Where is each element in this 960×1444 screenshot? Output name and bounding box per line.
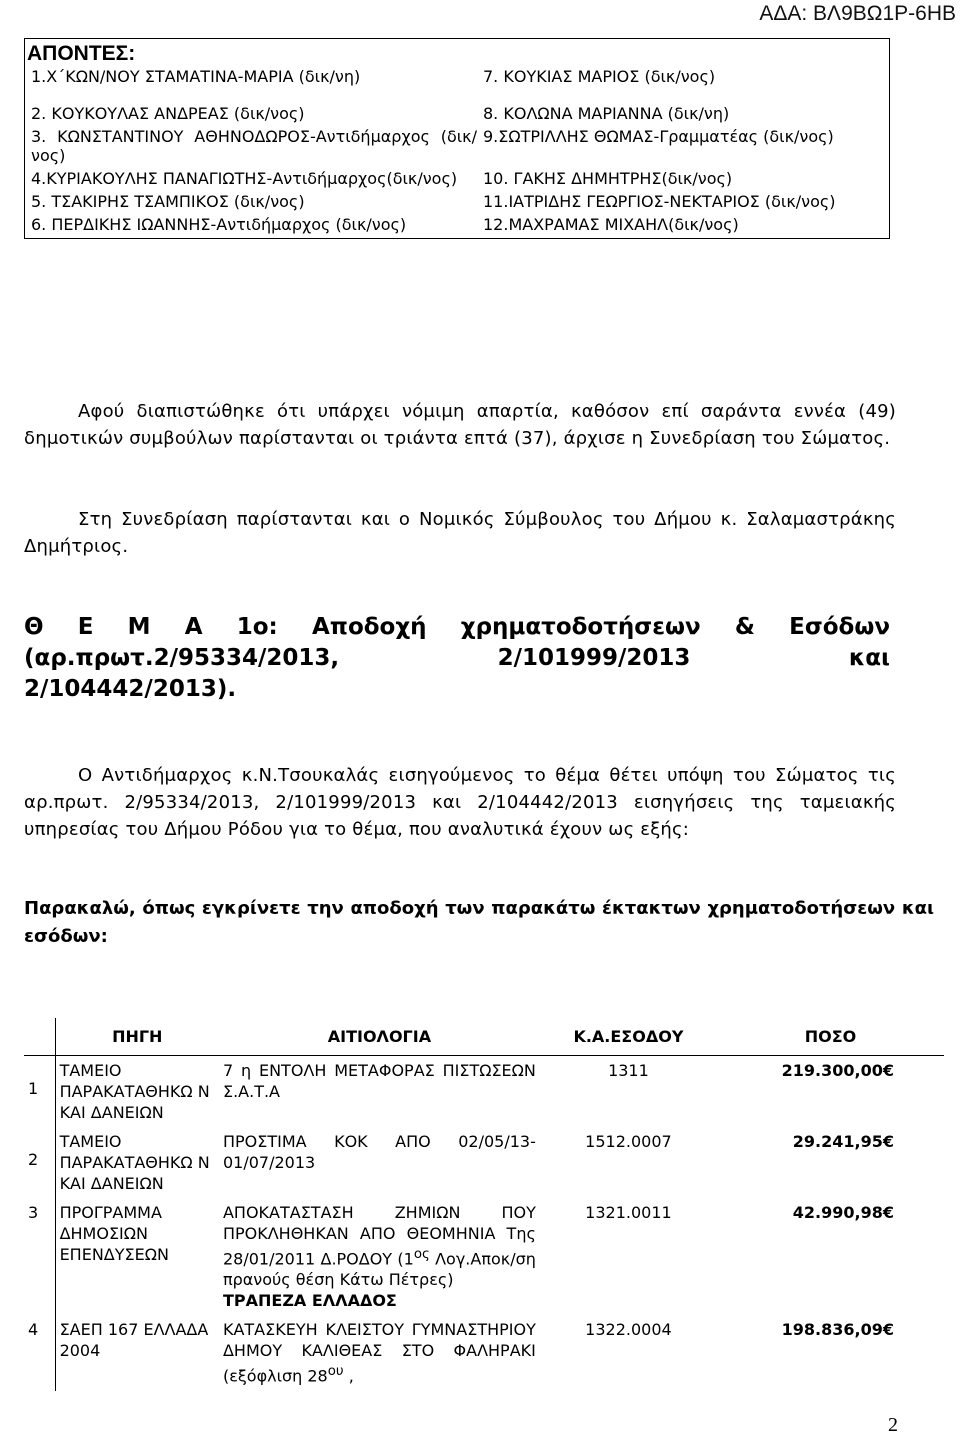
absent-member: 3. ΚΩΝΣΤΑΝΤΙΝΟΥ ΑΘΗΝΟΔΩΡΟΣ-Αντιδήμαρχος (δικ/νος) [31,127,477,165]
absent-member: 8. ΚΟΛΩΝΑ ΜΑΡΙΑΝΝΑ (δικ/νη) [483,104,730,123]
absent-members-box [24,38,890,239]
header-amount: ΠΟΣΟ [717,1018,944,1056]
ada-code: ΑΔΑ: ΒΛ9ΒΩ1Ρ-6ΗΒ [759,2,956,25]
intro-paragraph: Ο Αντιδήμαρχος κ.Ν.Τσουκαλάς εισηγούμενος το θέμα θέτει υπόψη του Σώματος τις αρ.πρωτ. 2/95334/2013, 2/101999/2013 και 2/104442/2013 εισηγήσεις της ταμειακής υπηρεσίας του Δήμου Ρόδου για το θέμα, που αναλυτικά έχουν ως εξής: [24,765,896,840]
table-row: 4 ΣΑΕΠ 167 ΕΛΛΑΔΑ 2004 ΚΑΤΑΣΚΕΥΗ ΚΛΕΙΣΤΟΥ ΓΥΜΝΑΣΤΗΡΙΟΥ ΔΗΜΟΥ ΚΑΛΙΘΕΑΣ ΣΤΟ ΦΑΛΗΡΑΚΙ (εξόφλιση $28^{o\upsilon}$ , 1322.0004 198.836,09€ [24,1315,944,1390]
euro-icon: € [882,1320,894,1340]
absent-member: 11.ΙΑΤΡΙΔΗΣ ΓΕΩΡΓΙΟΣ-ΝΕΚΤΑΡΙΟΣ (δικ/νος) [483,192,836,211]
table-row: 3 ΠΡΟΓΡΑΜΜΑ ΔΗΜΟΣΙΩΝ ΕΠΕΝΔΥΣΕΩΝ ΑΠΟΚΑΤΑΣΤΑΣΗ ΖΗΜΙΩΝ ΠΟΥ ΠΡΟΚΛΗΘΗΚΑΝ ΑΠΟ ΘΕΟΜΗΝΙΑ Της 28/01/2011 Δ.ΡΟΔΟΥ ($1^{o\varsigma}$ Λογ.Αποκ/ση πρανούς θέση Κάτω Πέτρες) ΤΡΑΠΕΖΑ ΕΛΛΑΔΟΣ 1321.0011 42.990,98€ [24,1198,944,1315]
theme-line-1: Θ Ε Μ Α 1ο: Αποδοχή χρηματοδοτήσεων & Εσόδων (αρ.πρωτ.2/95334/2013, 2/101999/2013 και [24,614,890,671]
absent-member: 2. ΚΟΥΚΟΥΛΑΣ ΑΝΔΡΕΑΣ (δικ/νος) [31,104,305,123]
header-reason: ΑΙΤΙΟΛΟΓΙΑ [219,1018,540,1056]
table-row: 1 ΤΑΜΕΙΟ ΠΑΡΑΚΑΤΑΘΗΚΩ Ν ΚΑΙ ΔΑΝΕΙΩΝ 7 η ΕΝΤΟΛΗ ΜΕΤΑΦΟΡΑΣ ΠΙΣΤΩΣΕΩΝ Σ.Α.Τ.Α 1311 219.300,00€ [24,1056,944,1128]
theme-line-2: 2/104442/2013). [24,676,237,702]
legal-advisor-paragraph: Στη Συνεδρίαση παρίστανται και ο Νομικός Σύμβουλος του Δήμου κ. Σαλαμαστράκης Δημήτριος. [24,509,896,557]
absent-member: 12.ΜΑΧΡΑΜΑΣ ΜΙΧΑΗΛ(δικ/νος) [483,215,739,234]
absent-member: 5. ΤΣΑΚΙΡΗΣ ΤΣΑΜΠΙΚΟΣ (δικ/νος) [31,192,305,211]
header-source: ΠΗΓΗ [55,1018,219,1056]
theme-heading [24,612,890,705]
table-header-row [24,1018,944,1056]
absent-member: 9.ΣΩΤΡΙΛΛΗΣ ΘΩΜΑΣ-Γραμματέας (δικ/νος) [483,127,834,146]
absent-member: 7. ΚΟΥΚΙΑΣ ΜΑΡΙΟΣ (δικ/νος) [483,67,716,86]
euro-icon: € [882,1061,894,1080]
absent-member: 1.Χ΄ΚΩΝ/ΝΟΥ ΣΤΑΜΑΤΙΝΑ-ΜΑΡΙΑ (δικ/νη) [31,67,361,86]
euro-icon: € [882,1132,894,1151]
absent-member: 4.ΚΥΡΙΑΚΟΥΛΗΣ ΠΑΝΑΓΙΩΤΗΣ-Αντιδήμαρχος(δικ/νος) [31,169,458,188]
absent-grid [31,67,883,234]
absent-title: ΑΠΟΝΤΕΣ: [27,42,136,65]
page-number: 2 [888,1414,898,1436]
header-code: Κ.Α.ΕΣΟΔΟΥ [540,1018,717,1056]
table-row: 2 ΤΑΜΕΙΟ ΠΑΡΑΚΑΤΑΘΗΚΩ Ν ΚΑΙ ΔΑΝΕΙΩΝ ΠΡΟΣΤΙΜΑ ΚΟΚ ΑΠΟ 02/05/13-01/07/2013 1512.0007 29.241,95€ [24,1127,944,1198]
euro-icon: € [882,1203,894,1222]
quorum-paragraph: Αφού διαπιστώθηκε ότι υπάρχει νόμιμη απαρτία, καθόσον επί σαράντα εννέα (49) δημοτικών συμβούλων παρίστανται οι τριάντα επτά (37), άρχισε η Συνεδρίαση του Σώματος. [24,401,896,449]
request-paragraph: Παρακαλώ, όπως εγκρίνετε την αποδοχή των παρακάτω έκτακτων χρηματοδοτήσεων και εσόδων: [24,898,934,947]
absent-member: 6. ΠΕΡΔΙΚΗΣ ΙΩΑΝΝΗΣ-Αντιδήμαρχος (δικ/νος) [31,215,407,234]
funding-table [24,1018,944,1391]
bank-label: ΤΡΑΠΕΖΑ ΕΛΛΑΔΟΣ [222,1291,397,1311]
absent-member: 10. ΓΑΚΗΣ ΔΗΜΗΤΡΗΣ(δικ/νος) [483,169,733,188]
